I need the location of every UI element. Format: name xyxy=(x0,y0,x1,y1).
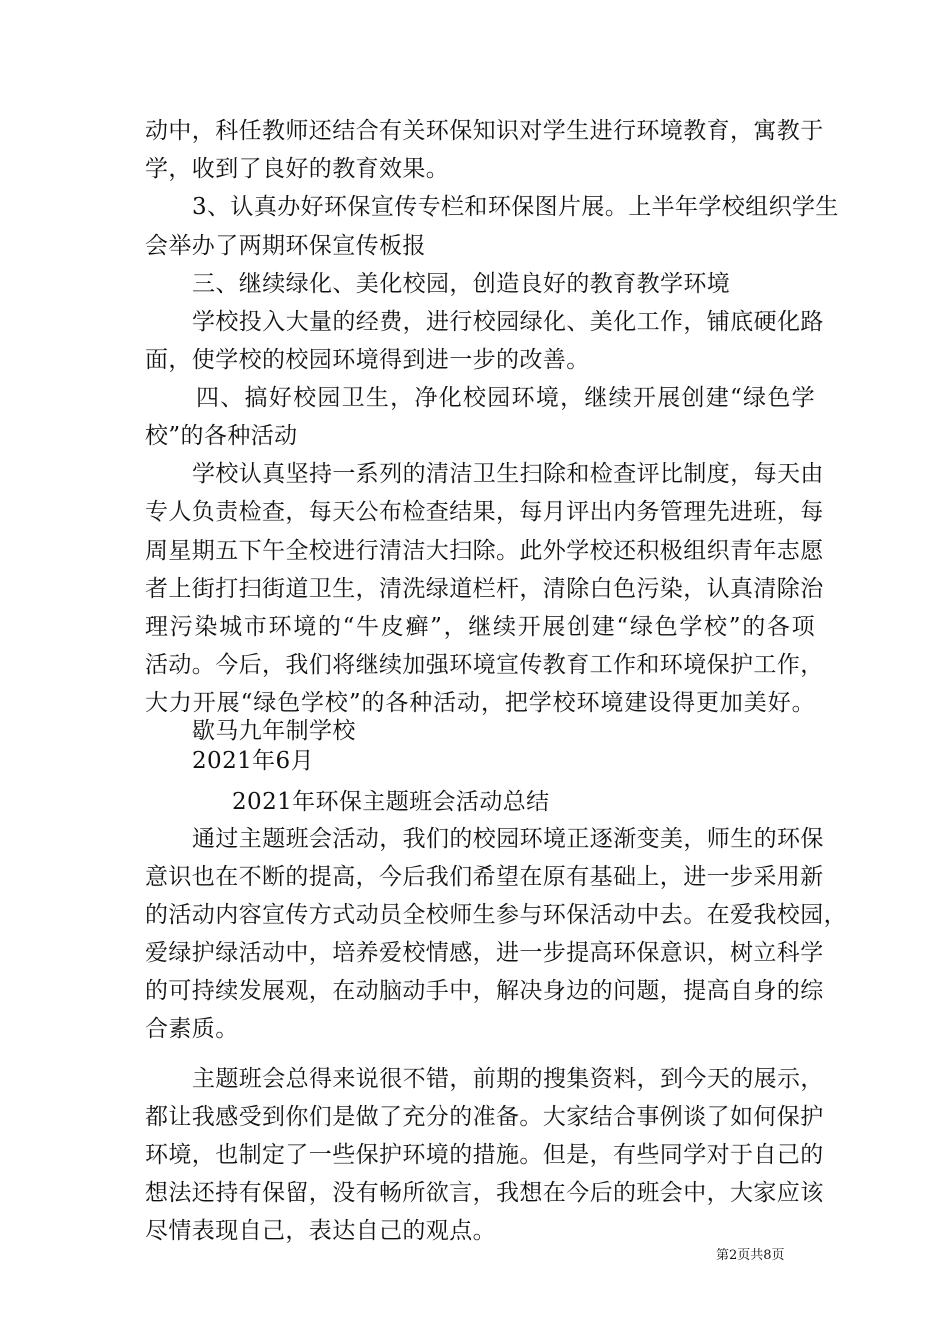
body-line: 3、认真办好环保宣传专栏和环保图片展。上半年学校组织学生 xyxy=(192,194,839,220)
body-line: 活动。今后，我们将继续加强环境宣传教育工作和环境保护工作， xyxy=(145,652,824,678)
body-line: 的可持续发展观，在动脑动手中，解决身边的问题，提高自身的综 xyxy=(145,978,824,1004)
page-number: 第2页共8页 xyxy=(716,1248,785,1263)
body-line: 动中，科任教师还结合有关环保知识对学生进行环境教育，寓教于 xyxy=(145,118,824,144)
body-line: 周星期五下午全校进行清洁大扫除。此外学校还积极组织青年志愿 xyxy=(145,538,824,564)
signature-school: 歇马九年制学校 xyxy=(192,718,356,744)
body-line: 大力开展“绿色学校”的各种活动，把学校环境建设得更加美好。 xyxy=(145,690,815,716)
body-line: 意识也在不断的提高，今后我们希望在原有基础上，进一步采用新 xyxy=(145,864,824,890)
body-line: 学校投入大量的经费，进行校园绿化、美化工作，铺底硬化路 xyxy=(192,309,824,335)
section-heading: 校”的各种活动 xyxy=(145,423,298,449)
body-line: 者上街打扫街道卫生，清洗绿道栏杆，清除白色污染，认真清除治 xyxy=(145,576,824,602)
document-title: 2021年环保主题班会活动总结 xyxy=(232,789,550,815)
body-line: 合素质。 xyxy=(145,1016,239,1042)
body-line: 专人负责检查，每天公布检查结果，每月评出内务管理先进班，每 xyxy=(145,499,824,525)
body-line: 会举办了两期环保宣传板报 xyxy=(145,233,426,259)
body-line: 学校认真坚持一系列的清洁卫生扫除和检查评比制度，每天由 xyxy=(192,461,824,487)
body-line: 面，使学校的校园环境得到进一步的改善。 xyxy=(145,347,590,373)
body-line: 尽情表现自己，表达自己的观点。 xyxy=(145,1218,496,1244)
signature-date: 2021年6月 xyxy=(192,748,314,774)
body-line: 主题班会总得来说很不错，前期的搜集资料，到今天的展示， xyxy=(192,1066,824,1092)
body-line: 的活动内容宣传方式动员全校师生参与环保活动中去。在爱我校园， xyxy=(145,902,847,928)
body-line: 学，收到了良好的教育效果。 xyxy=(145,156,450,182)
section-heading: 三、继续绿化、美化校园，创造良好的教育教学环境 xyxy=(192,271,731,297)
section-heading: 四、搞好校园卫生，净化校园环境，继续开展创建“绿色学 xyxy=(196,385,815,411)
body-line: 都让我感受到你们是做了充分的准备。大家结合事例谈了如何保护 xyxy=(145,1104,824,1130)
body-line: 理污染城市环境的“牛皮癣”，继续开展创建“绿色学校”的各项 xyxy=(145,614,815,640)
body-line: 爱绿护绿活动中，培养爱校情感，进一步提高环保意识，树立科学 xyxy=(145,940,824,966)
body-line: 环境，也制定了一些保护环境的措施。但是，有些同学对于自己的 xyxy=(145,1142,824,1168)
body-line: 想法还持有保留，没有畅所欲言，我想在今后的班会中，大家应该 xyxy=(145,1180,824,1206)
body-line: 通过主题班会活动，我们的校园环境正逐渐变美，师生的环保 xyxy=(192,826,824,852)
